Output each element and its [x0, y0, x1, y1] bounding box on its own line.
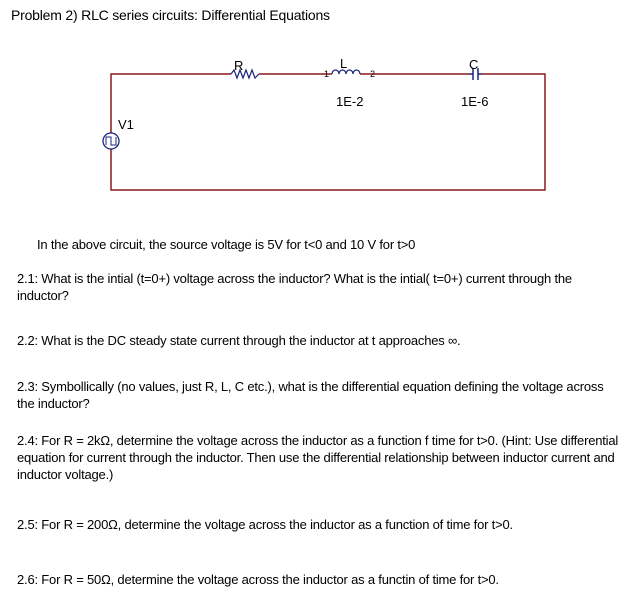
question-2-4: 2.4: For R = 2kΩ, determine the voltage across the inductor as a function f time for t>0. (Hint: Use differential equation for current through the inductor. Then use the differential relationship between inductor current and inductor voltage.) — [17, 433, 619, 482]
capacitor-label: C — [469, 57, 479, 72]
question-2-1: 2.1: What is the intial (t=0+) voltage across the inductor? What is the intial( t=0+) current through the inductor? — [17, 271, 572, 303]
capacitor-value: 1E-6 — [461, 94, 489, 109]
question-2-6: 2.6: For R = 50Ω, determine the voltage across the inductor as a functin of time for t>0. — [17, 572, 499, 587]
inductor-value: 1E-2 — [336, 94, 364, 109]
question-2-5: 2.5: For R = 200Ω, determine the voltage across the inductor as a function of time for t>0. — [17, 517, 513, 532]
inductor-pin1-label: 1 — [324, 69, 330, 79]
rlc-circuit-diagram — [0, 0, 632, 230]
resistor-label: R — [234, 58, 244, 73]
voltage-source-symbol — [103, 133, 119, 149]
inductor-pin2-label: 2 — [370, 69, 376, 79]
problem-title: Problem 2) RLC series circuits: Differential Equations — [11, 7, 330, 23]
inductor-label: L — [340, 56, 348, 71]
source-label: V1 — [118, 117, 134, 132]
question-2-3: 2.3: Symbollically (no values, just R, L, C etc.), what is the differential equation defining the voltage across the inductor? — [17, 379, 604, 411]
question-2-2: 2.2: What is the DC steady state current through the inductor at t approaches ∞. — [17, 333, 461, 348]
circuit-wires — [111, 74, 545, 190]
intro-text: In the above circuit, the source voltage is 5V for t<0 and 10 V for t>0 — [37, 237, 416, 252]
